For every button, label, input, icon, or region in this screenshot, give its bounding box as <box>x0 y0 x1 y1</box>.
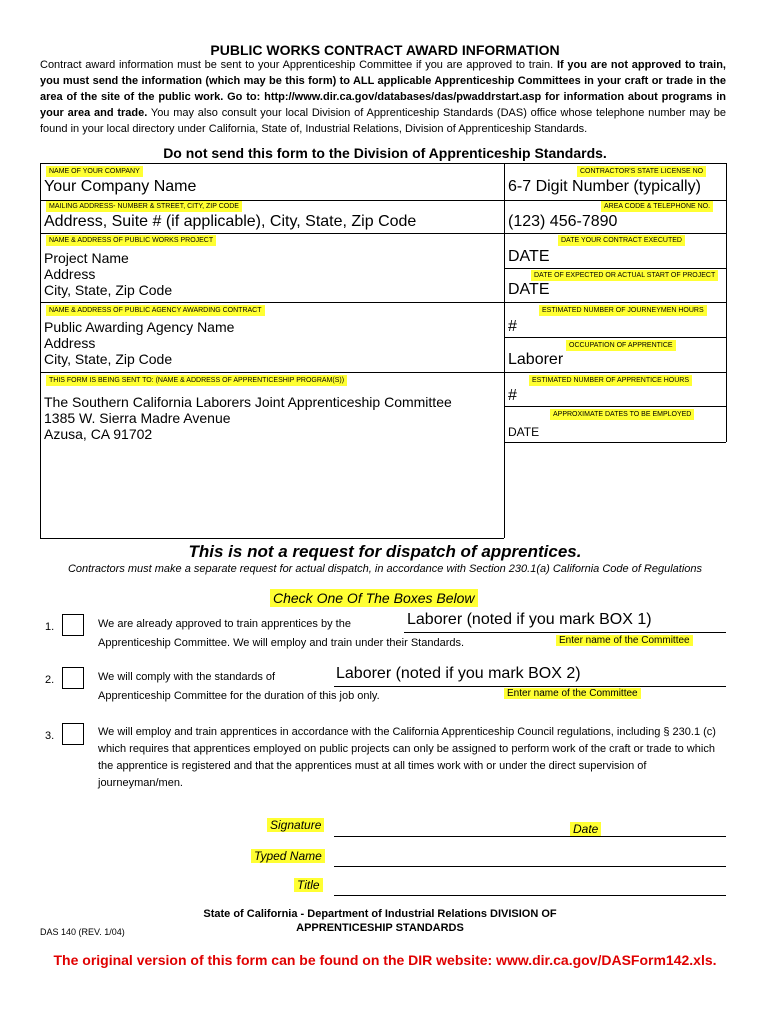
option-1-line-1: We are already approved to train apprentices by the <box>98 618 351 630</box>
grid-line <box>504 406 726 407</box>
project-name: Project Name <box>44 250 129 266</box>
approx-dates-field[interactable]: DATE <box>508 425 540 439</box>
intro-tail: You may also consult your local Division of Apprenticeship Standards (DAS) office whose telephone number may be found in your local directory under California, State of, Industrial Relations, Division of Apprenticeship Standards. <box>40 107 726 135</box>
option-1-line-2: Apprenticeship Committee. We will employ and train under their Standards. <box>98 637 465 649</box>
mailing-address-field[interactable]: Address, Suite # (if applicable), City, State, Zip Code <box>44 213 417 230</box>
option-1-hint: Enter name of the Committee <box>556 635 693 646</box>
dispatch-note: Contractors must make a separate request for actual dispatch, in accordance with Section 230.1(a) California Code of Regulations <box>67 563 703 575</box>
option-3-text: We will employ and train apprentices in accordance with the California Apprenticeship Council regulations, including § 230.1 (c) which requires that apprentices employed on public projects can only be assigned to perform work of the craft or trade to which the apprentice is registered and that the apprentices must at all times work with or under the direct supervision of journeyman/men. <box>98 726 716 789</box>
original-form-notice: The original version of this form can be found on the DIR website: www.dir.ca.gov/DASForm142.xls. <box>53 952 717 968</box>
date-start-label: DATE OF EXPECTED OR ACTUAL START OF PROJECT <box>531 270 718 281</box>
date-label: Date <box>570 822 601 836</box>
company-name-label: NAME OF YOUR COMPANY <box>46 166 143 177</box>
option-3-checkbox[interactable] <box>62 723 84 745</box>
agency-label: NAME & ADDRESS OF PUBLIC AGENCY AWARDING CONTRACT <box>46 305 265 316</box>
approx-dates-label: APPROXIMATE DATES TO BE EMPLOYED <box>550 409 694 420</box>
option-2-number: 2. <box>45 674 55 686</box>
license-field[interactable]: 6-7 Digit Number (typically) <box>508 178 701 195</box>
title-label: Title <box>294 878 323 892</box>
program-street: 1385 W. Sierra Madre Avenue <box>44 410 231 426</box>
date-start-field[interactable]: DATE <box>508 281 550 298</box>
date-executed-field[interactable]: DATE <box>508 248 550 265</box>
license-label: CONTRACTOR'S STATE LICENSE NO <box>577 166 706 177</box>
check-heading: Check One Of The Boxes Below <box>270 589 478 607</box>
intro-normal: Contract award information must be sent to your Apprenticeship Committee if you are approved to train. <box>40 59 557 71</box>
apprentice-hours-label: ESTIMATED NUMBER OF APPRENTICE HOURS <box>529 375 692 386</box>
project-city: City, State, Zip Code <box>44 282 173 298</box>
date-executed-label: DATE YOUR CONTRACT EXECUTED <box>558 235 685 246</box>
option-2-committee-field[interactable]: Laborer (noted if you mark BOX 2) <box>336 665 581 682</box>
sent-to-label: THIS FORM IS BEING SENT TO: (NAME & ADDRESS OF APPRENTICESHIP PROGRAM(S)) <box>46 375 347 386</box>
company-name-field[interactable]: Your Company Name <box>44 178 197 195</box>
project-address: Address <box>44 266 96 282</box>
grid-line <box>726 163 727 442</box>
project-label: NAME & ADDRESS OF PUBLIC WORKS PROJECT <box>46 235 216 246</box>
grid-line <box>504 442 726 443</box>
option-2-hint: Enter name of the Committee <box>504 688 641 699</box>
option-2-underline <box>334 686 726 687</box>
grid-line <box>504 337 726 338</box>
grid-line <box>504 163 505 538</box>
agency-field[interactable] <box>44 319 234 367</box>
footer-agency: State of California - Department of Industrial Relations DIVISION OF APPRENTICESHIP STANDARDS <box>203 908 557 934</box>
grid-line <box>40 233 726 234</box>
title-line[interactable] <box>334 895 726 896</box>
typed-name-label: Typed Name <box>251 849 325 863</box>
intro-paragraph <box>40 57 726 137</box>
mailing-label: MAILING ADDRESS- NUMBER & STREET, CITY, ZIP CODE <box>46 201 242 212</box>
option-2-checkbox[interactable] <box>62 667 84 689</box>
agency-name: Public Awarding Agency Name <box>44 319 235 335</box>
program-city: Azusa, CA 91702 <box>44 426 153 442</box>
apprentice-hours-field[interactable]: # <box>508 387 517 404</box>
journeymen-hours-label: ESTIMATED NUMBER OF JOURNEYMEN HOURS <box>539 305 707 316</box>
phone-label: AREA CODE & TELEPHONE NO. <box>601 201 713 212</box>
occupation-label: OCCUPATION OF APPRENTICE <box>566 340 676 351</box>
option-2-line-2: Apprenticeship Committee for the duration of this job only. <box>98 690 380 702</box>
signature-label: Signature <box>267 818 324 832</box>
option-1-underline <box>404 632 726 633</box>
program-name: The Southern California Laborers Joint Apprenticeship Committee <box>44 394 452 410</box>
typed-name-line[interactable] <box>334 866 726 867</box>
form-title: PUBLIC WORKS CONTRACT AWARD INFORMATION <box>210 42 560 58</box>
phone-field[interactable]: (123) 456-7890 <box>508 213 618 230</box>
intro-bold: If you are not approved to train, you must send the information (which may be this form) to ALL applicable Apprenticeship Committees in your craft or trade in the area of the site of the public work. Go to: http://www.dir.ca.gov/databases/das/pwaddrstart.asp for information about programs in your area and trade. <box>40 59 726 119</box>
journeymen-hours-field[interactable]: # <box>508 318 517 335</box>
signature-line[interactable] <box>334 836 726 837</box>
grid-line <box>40 372 726 373</box>
project-field[interactable] <box>44 250 172 298</box>
dispatch-heading: This is not a request for dispatch of apprentices. <box>188 542 582 561</box>
agency-address: Address <box>44 335 96 351</box>
option-1-number: 1. <box>45 621 55 633</box>
grid-line <box>40 163 41 538</box>
grid-line <box>40 302 726 303</box>
form-number: DAS 140 (REV. 1/04) <box>40 927 125 937</box>
option-1-checkbox[interactable] <box>62 614 84 636</box>
warning-heading: Do not send this form to the Division of Apprenticeship Standards. <box>163 145 607 161</box>
agency-city: City, State, Zip Code <box>44 351 173 367</box>
grid-line <box>40 538 504 539</box>
option-1-committee-field[interactable]: Laborer (noted if you mark BOX 1) <box>407 611 652 628</box>
grid-line <box>504 268 726 269</box>
occupation-field[interactable]: Laborer <box>508 351 564 368</box>
program-field[interactable] <box>44 394 452 442</box>
option-3-number: 3. <box>45 730 55 742</box>
option-2-line-1: We will comply with the standards of <box>98 671 276 683</box>
grid-line <box>40 163 726 164</box>
